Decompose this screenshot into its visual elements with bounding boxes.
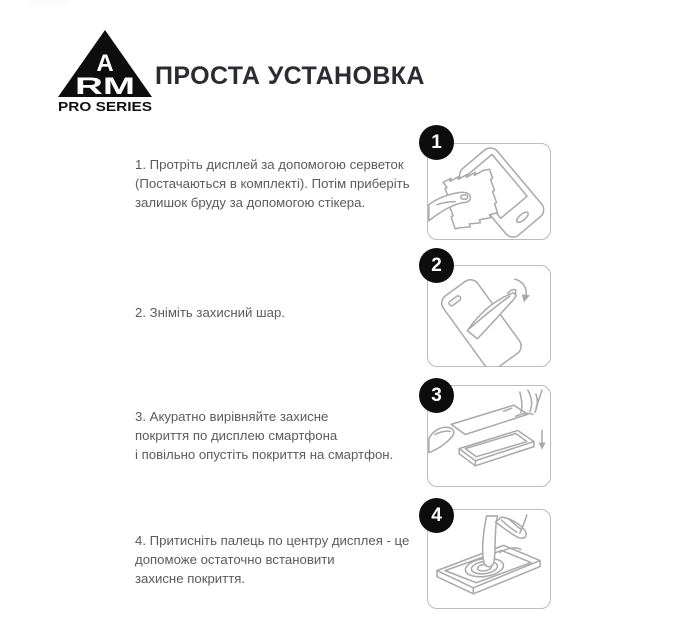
step-4-line-1: 4. Притисніть палець по центру дисплея - це: [135, 533, 410, 548]
step-2-text: [135, 303, 285, 322]
top-left-artifact: [30, 0, 70, 5]
step-4-number-badge: 4: [419, 498, 454, 533]
step-4-text: [135, 531, 409, 588]
step-1-text: [135, 155, 410, 212]
step-1-illustration-box: [427, 143, 551, 240]
step-4-line-2: допоможе остаточно встановити: [135, 552, 335, 567]
logo-pro-series-label: PRO SERIES: [58, 99, 153, 114]
step-1-line-2: (Постачаються в комплекті). Потім приберіть: [135, 176, 410, 191]
step-3-number-badge: 3: [419, 378, 454, 413]
logo-letters-rm: RM: [75, 73, 135, 100]
step-1-number-badge: 1: [419, 125, 454, 160]
step-3-line-1: 3. Акуратно вирівняйте захисне: [135, 409, 329, 424]
step-3-line-3: і повільно опустіть покриття на смартфон.: [135, 447, 394, 462]
step-3-text: [135, 407, 393, 464]
logo-letter-a: A: [96, 50, 114, 77]
step-3-line-2: покриття по дисплею смартфона: [135, 428, 338, 443]
arm-triangle-logo-icon: [55, 27, 155, 115]
step-1-line-3: залишок бруду за допомогою стікера.: [135, 195, 366, 210]
step-1-line-1: 1. Протріть дисплей за допомогою серветок: [135, 157, 404, 172]
step-4-line-3: захисне покриття.: [135, 571, 246, 586]
wipe-display-icon: [428, 144, 550, 239]
step-2-line-1: 2. Зніміть захисний шар.: [135, 305, 285, 320]
armorstandart-pro-series-logo: [55, 27, 155, 115]
step-2-number-badge: 2: [419, 248, 454, 283]
page-title: ПРОСТА УСТАНОВКА: [155, 62, 425, 90]
peel-layer-icon: [428, 266, 550, 366]
